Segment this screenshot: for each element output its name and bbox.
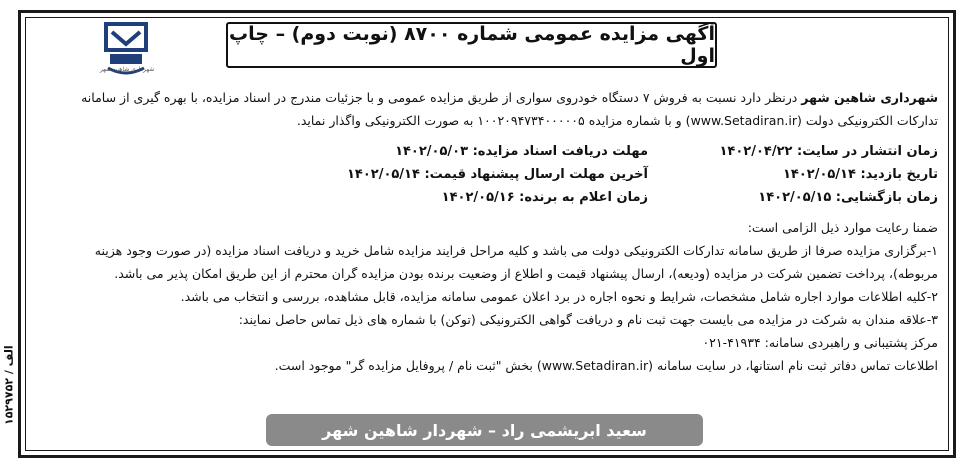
publish-date: زمان انتشار در سایت: ۱۴۰۲/۰۴/۲۲ [719,144,938,159]
condition-item-1b: مربوطه)، پرداخت تضمین شرکت در مزایده (ودیعه)، ارسال پیشنهاد قیمت و اطلاع از وضعیت برنده بودن مزایده گران محترم از این طریق امکان پذیر می باشد. [114,266,938,281]
winner-announcement-date: زمان اعلام به برنده: ۱۴۰۲/۰۵/۱۶ [441,190,648,205]
intro-text: درنظر دارد نسبت به فروش ۷ دستگاه خودروی سواری از طریق مزایده عمومی و با جزئیات مندرج در اسناد مزایده، با بهره گیری از سامانه [81,90,802,105]
intro-line-2: تدارکات الکترونیکی دولت (www.Setadiran.ir) و با شماره مزایده ۱۰۰۲۰۹۴۷۳۴۰۰۰۰۰۵ به صورت الکترونیکی واگذار نماید. [296,113,938,128]
conditions-section [28,216,938,377]
signature-footer: سعید ابریشمی راد – شهردار شاهین شهر [266,414,703,446]
dates-right-column [720,140,939,209]
documents-deadline: مهلت دریافت اسناد مزایده: ۱۴۰۲/۰۵/۰۳ [395,144,648,159]
ad-title: آگهی مزایده عمومی شماره ۸۷۰۰ (نوبت دوم) – چاپ اول [226,22,717,68]
dates-section [28,140,938,209]
logo-caption: شهرداری شاهین شهر [99,66,155,73]
opening-date: زمان بازگشایی: ۱۴۰۲/۰۵/۱۵ [758,190,938,205]
bid-deadline: آخرین مهلت ارسال پیشنهاد قیمت: ۱۴۰۲/۰۵/۱۴ [346,167,648,182]
condition-item-3: ۳-علاقه مندان به شرکت در مزایده می بایست جهت ثبت نام و دریافت گواهی الکترونیکی (توکن) با شماره های ذیل تماس حاصل نمایند: [238,312,938,327]
visit-date: تاریخ بازدید: ۱۴۰۲/۰۵/۱۴ [782,167,938,182]
registration-info: اطلاعات تماس دفاتر ثبت نام استانها، در سایت سامانه (www.Setadiran.ir) بخش "ثبت نام / پروفایل مزایده گر" موجود است. [274,358,938,373]
condition-item-2: ۲-کلیه اطلاعات موارد اجاره شامل مشخصات، شرایط و نحوه اجاره در برد اعلان عمومی سامانه مزایده، قابل مشاهده، بررسی و انتخاب می باشد. [180,289,938,304]
side-code: ۱۵۲۹۷۵۲ / الف [2,345,16,425]
intro-section [28,86,938,132]
org-name: شهرداری شاهین شهر [801,90,938,105]
conditions-intro: ضمنا رعایت موارد ذیل الزامی است: [747,220,938,235]
intro-line-1 [28,86,938,109]
support-center-phone: مرکز پشتیبانی و راهبردی سامانه: ۴۱۹۳۴-۰۲۱ [702,335,938,350]
condition-item-1a: ۱-برگزاری مزایده صرفا از طریق سامانه تدارکات الکترونیکی دولت می باشد و کلیه مراحل فرایند مزایده شامل خرید و دریافت اسناد مزایده (در صورت وجود هزینه [94,243,938,258]
dates-left-column [347,140,648,209]
